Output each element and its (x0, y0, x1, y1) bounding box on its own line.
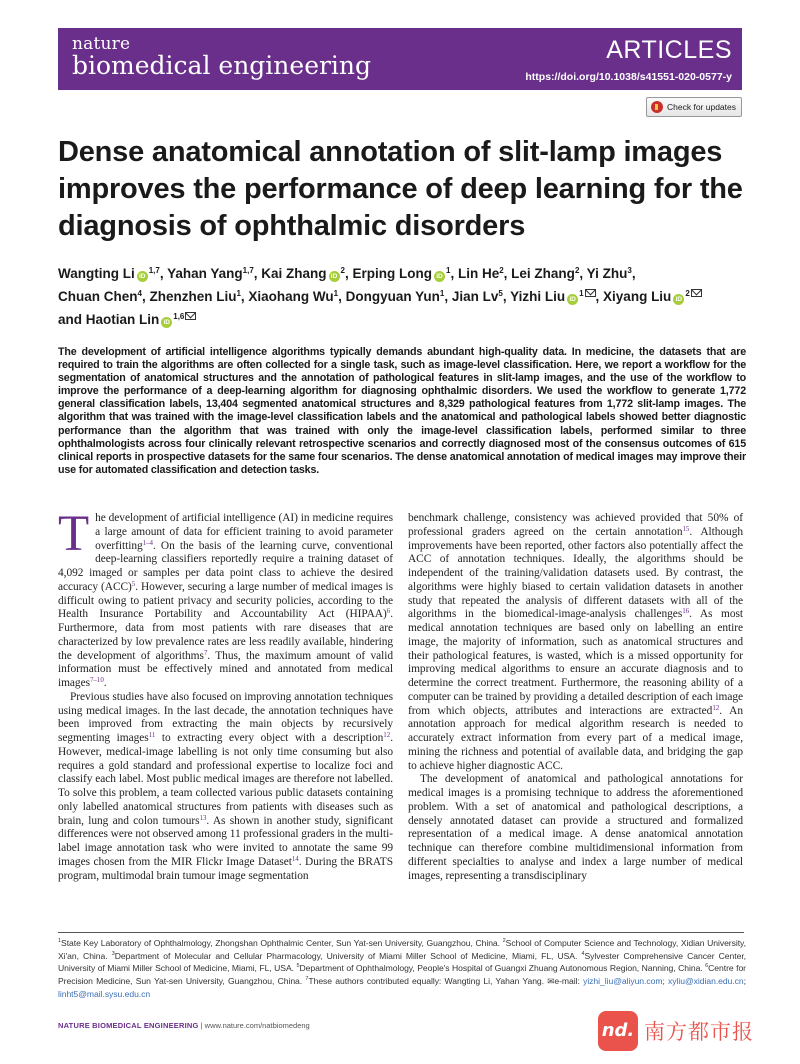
footer-journal-url[interactable]: www.nature.com/natbiomedeng (204, 1021, 310, 1030)
body-paragraph: benchmark challenge, consistency was achieved provided that 50% of professional graders agreed on the certain annotation$^{15}$. Although improvements have been reported, other factors also potentially affect the ACC of annotation techniques. Ideally, the algorithms should be independent of the training/validation datasets used. By contrast, the algorithms were highly biased to certain validation datasets in another study that repeated the analysis of different datasets with all of the algorithms in the biomedical-image-analysis challenges$^{16}$. As most medical annotation techniques are based only on labelling an entire image, the majority of information, such as anatomical structures and their pathological features, is wasted, which is a missed opportunity for improving medical algorithms to ensure an accurate diagnosis and to determine the correct treatment. Furthermore, the reasoning ability of a computer can be trained by providing a detailed description of each image from which objects, attributes and interactions are extracted$^{12}$. An annotation approach for medical algorithm research is needed to accurately extract information from every part of a medical image, mining the richness and potential of available data, and bridging the gap to achieve higher diagnostic ACC. (408, 512, 743, 772)
section-label: ARTICLES (606, 36, 732, 64)
affiliations: $^1$State Key Laboratory of Ophthalmology, Zhongshan Ophthalmic Center, Sun Yat-sen University, Guangzhou, China. $^2$School of Computer Science and Technology, Xidian University, Xi'an, China. $^3$Department of Molecular and Cellular Pharmacology, University of Miami Miller School of Medicine, Miami, FL, USA. $^4$Sylvester Comprehensive Cancer Center, University of Miami Miller School of Medicine, Miami, FL, USA. $^5$Department of Ophthalmology, People's Hospital of Guangxi Zhuang Autonomous Region, Nanning, China. $^6$Centre for Precision Medicine, Sun Yat-sen University, Guangzhou, China. $^7$These authors contributed equally: Wangting Li, Yahan Yang. ✉e-mail: yizhi_liu@aliyun.com; xyliu@xidian.edu.cn; linht5@mail.sysu.edu.cn (58, 938, 746, 999)
orcid-icon[interactable]: iD (567, 294, 578, 305)
body-paragraph: The development of anatomical and pathological annotations for medical images is a promising technique to address the aforementioned problem. With a set of anatomical and pathological descriptions, a densely annotated dataset can provide a structured and formalized representation of a medical image. A dense anatomical annotation technique can therefore combine multidimensional information from different specialties to analyse and index a large number of medical images, representing a transdisciplinary (408, 773, 743, 882)
journal-name-line2: biomedical engineering (72, 51, 372, 80)
footer-separator: | (198, 1021, 205, 1030)
email-link[interactable]: xyliu@xidian.edu.cn (668, 976, 744, 987)
orcid-icon[interactable]: iD (434, 271, 445, 282)
watermark-text: 南方都市报 (644, 1020, 754, 1044)
orcid-icon[interactable]: iD (161, 317, 172, 328)
crossmark-icon (651, 101, 663, 113)
body-paragraph: The development of artificial intelligence (AI) in medicine requires a large amount of data for efficient training to avoid parameter overfitting$^{1-4}$. On the basis of the learning curve, conventional deep-learning classifiers reportedly require a training dataset of 4,092 imaged or samples per data point class to achieve the desired accuracy (ACC)$^5$. However, securing a large number of medical images is difficult owing to patient privacy and security policies, according to the Health Insurance Portability and Accountability Act (HIPAA)$^6$. Furthermore, data from most patients with rare diseases that are characterized by low prevalence rates are less readily available, hindering the development of algorithms$^7$. Thus, the maximum amount of valid information must be effectively mined and annotated from medical images$^{7-10}$. (58, 506, 394, 689)
journal-name-line1: nature (72, 34, 131, 54)
article-title: Dense anatomical annotation of slit-lamp images improves the performance of deep learning for the diagnosis of ophthalmic disorders (58, 136, 743, 242)
watermark-logo: nd. (598, 1011, 638, 1051)
orcid-icon[interactable]: iD (329, 271, 340, 282)
body-column-right (408, 512, 743, 883)
author-list: Wangting Li iD$^{1,7}$, Yahan Yang$^{1,7}$, Kai Zhang $iD^2$, Erping Long $iD^1$, Lin He$^2$, Lei Zhang$^2$, Yi Zhu$^3$, Chuan Chen$^4$, Zhenzhen Liu$^1$, Xiaohang Wu$^1$, Dongyuan Yun$^1$, Jian Lv$^5$, Yizhi Liu $iD^1$ , Xiyang Liu $iD^2$ and Haotian Lin iD$^{1,6}$ (58, 262, 748, 331)
doi-link[interactable]: https://doi.org/10.1038/s41551-020-0577-y (525, 71, 732, 83)
orcid-icon[interactable]: iD (673, 294, 684, 305)
drop-cap: T (58, 506, 90, 562)
abstract: The development of artificial intelligence algorithms typically demands abundant high-quality data. In medicine, the datasets that are required to train the algorithms are often collected for a single task, such as image-level classification. Here, we report a workflow for the segmentation of anatomical structures and the annotation of pathological features in slit-lamp images, and the use of the workflow to improve the performance of a deep-learning algorithm for diagnosing ophthalmic disorders. We used the workflow to generate 1,772 general classification labels, 13,404 segmented anatomical structures and 8,329 pathological features from 1,772 slit-lamp images. The algorithm that was trained with the image-level classification labels and the anatomical and pathological labels showed better diagnostic performance than the algorithm that was trained with only the image-level classification labels, performed similar to three ophthalmologists across four clinically relevant retrospective scenarios and correctly diagnosed most of the consensus outcomes of 615 clinical reports in prospective datasets for the same four scenarios. The dense anatomical annotation of medical images may improve their use for automated classification and detection tasks. (58, 346, 746, 476)
footnote-divider (58, 932, 744, 933)
watermark (598, 1011, 754, 1051)
email-icon[interactable] (185, 312, 196, 320)
footer-journal-name: NATURE BIOMEDICAL ENGINEERING (58, 1021, 199, 1030)
journal-header (58, 28, 742, 90)
orcid-icon[interactable]: iD (137, 271, 148, 282)
email-icon[interactable] (691, 289, 702, 297)
body-paragraph: Previous studies have also focused on improving annotation techniques using medical images. In the last decade, the annotation techniques have been improved from extracting the main objects by recursively segmenting images$^{11}$ to extracting every object with a description$^{12}$. However, medical-image labelling is not only time consuming but also requires a gold standard and professional expertise to localize foci and classify each label. Most public medical images are therefore not labelled. To solve this problem, a team collected various public datasets containing only labelled anatomical structures from patients with diseases such as brain, lung and colon tumours$^{13}$. As shown in another study, significant differences were not observed among 11 professional graders in the multi-label image annotation task who were invited to annotate the same 99 images chosen from the MIR Flickr Image Dataset$^{14}$. During the BRATS program, multimodal brain tumour image segmentation (58, 690, 393, 882)
page-footer (58, 1021, 310, 1030)
journal-logo[interactable] (72, 36, 371, 79)
check-for-updates-button[interactable] (646, 97, 742, 117)
body-column-left (58, 506, 394, 883)
email-icon[interactable] (585, 289, 596, 297)
email-link[interactable]: yizhi_liu@aliyun.com (583, 976, 663, 987)
check-for-updates-label: Check for updates (667, 102, 736, 112)
email-link[interactable]: linht5@mail.sysu.edu.cn (58, 988, 151, 999)
